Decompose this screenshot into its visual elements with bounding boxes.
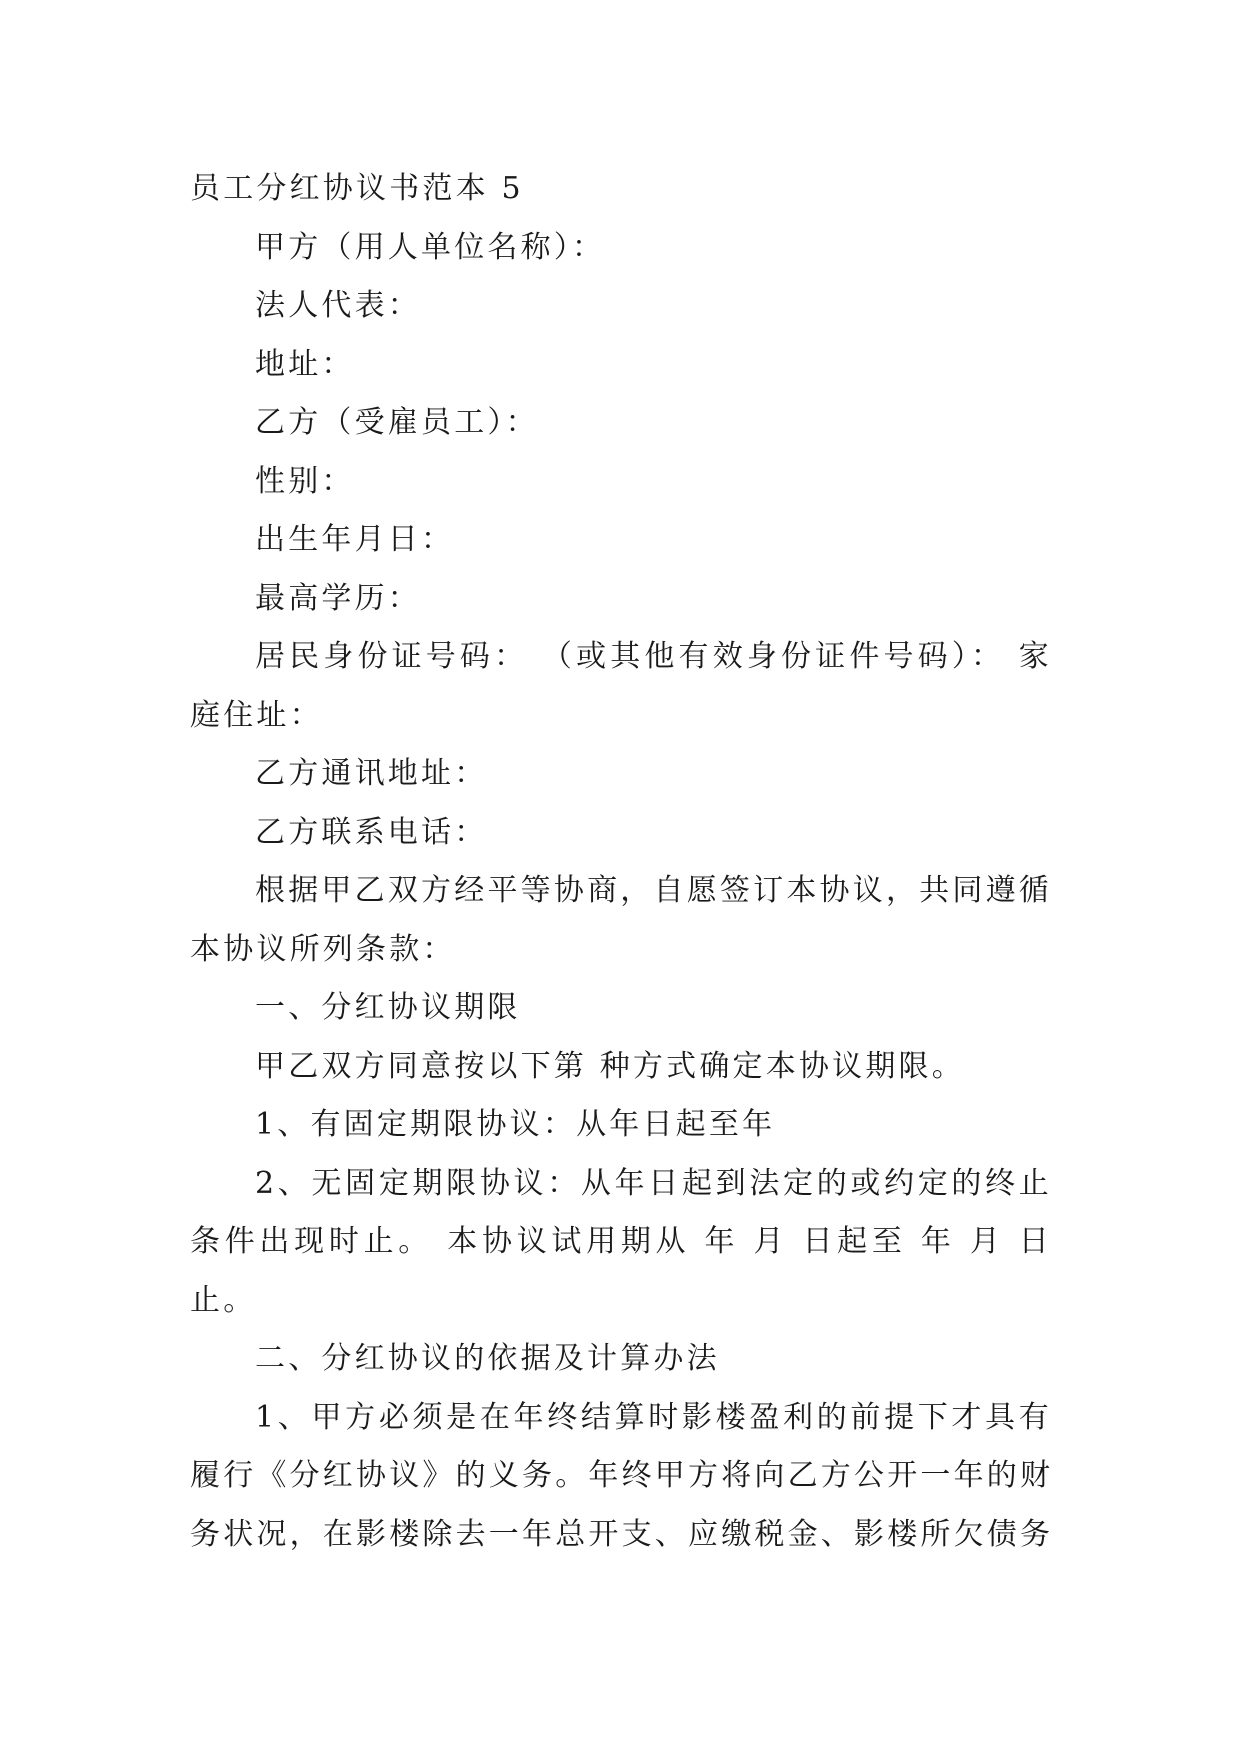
education-line: 最高学历： xyxy=(255,580,421,616)
gender-line: 性别： xyxy=(255,463,355,499)
fixed-term-line: 1、有固定期限协议：从年日起至年 xyxy=(255,1107,776,1142)
address-line: 地址： xyxy=(255,346,355,382)
party-a-name-line: 甲方（用人单位名称）： xyxy=(255,229,606,265)
document-title: 员工分红协议书范本 5 xyxy=(190,171,524,206)
party-b-phone-line: 乙方联系电话： xyxy=(255,814,488,850)
section-1-heading: 一、分红协议期限 xyxy=(255,990,521,1025)
home-address-line: 庭住址： xyxy=(190,697,323,733)
term-choice-line: 甲乙双方同意按以下第 种方式确定本协议期限。 xyxy=(255,1048,965,1084)
document-body xyxy=(190,160,1052,1564)
basis-line-2: 履行《分红协议》的义务。年终甲方将向乙方公开一年的财 xyxy=(190,1458,1054,1493)
open-term-line-3: 止。 xyxy=(190,1282,257,1318)
basis-line-3: 务状况，在影楼除去一年总开支、应缴税金、影楼所欠债务 xyxy=(190,1516,1054,1552)
basis-line-1: 1、甲方必须是在年终结算时影楼盈利的前提下才具有 xyxy=(255,1399,1052,1435)
id-number-line: 居民身份证号码： （或其他有效身份证件号码）： 家 xyxy=(255,639,1052,674)
open-term-line-2: 条件出现时止。 本协议试用期从 年 月 日起至 年 月 日 xyxy=(190,1224,1052,1259)
preamble-line-2: 本协议所列条款： xyxy=(190,931,456,967)
party-b-mailing-address-line: 乙方通讯地址： xyxy=(255,756,488,791)
legal-representative-line: 法人代表： xyxy=(255,288,421,323)
open-term-line-1: 2、无固定期限协议：从年日起到法定的或约定的终止 xyxy=(255,1165,1052,1201)
birthdate-line: 出生年月日： xyxy=(255,522,455,557)
party-b-line: 乙方（受雇员工）： xyxy=(255,405,539,440)
section-2-heading: 二、分红协议的依据及计算办法 xyxy=(255,1341,720,1376)
preamble-line-1: 根据甲乙双方经平等协商，自愿签订本协议，共同遵循 xyxy=(255,873,1052,908)
